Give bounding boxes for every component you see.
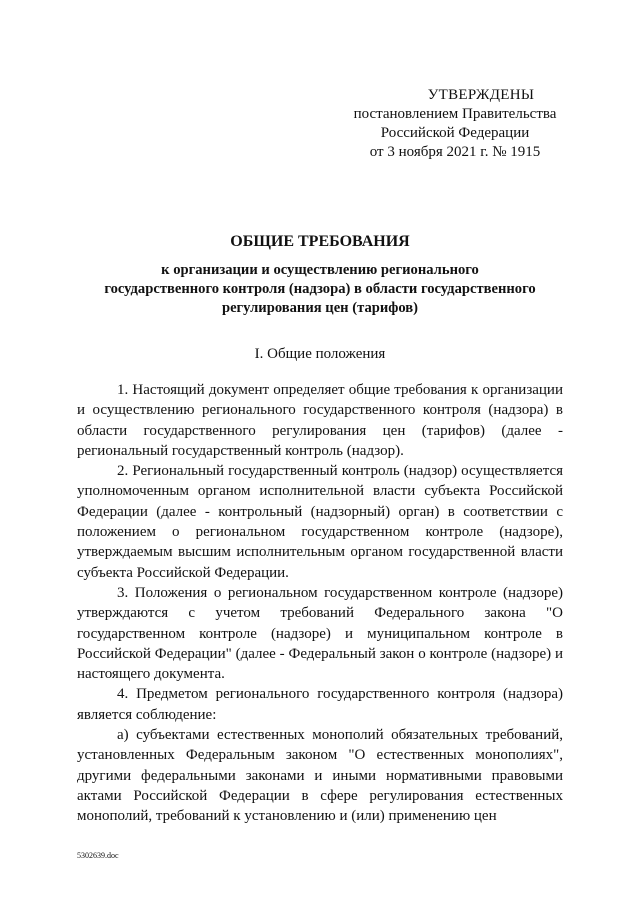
approval-line-2: Российской Федерации [380, 125, 530, 141]
paragraph-4a: а) субъектами естественных монополий обязательных требований, установленных Федеральным законом "О естественных монополиях", другими федеральными законами и иными нормативными правовыми актами Российской Федерации в сфере регулирования естественных монополий, требований к установлению и (или) применению цен [77, 727, 563, 825]
body-text [77, 380, 563, 827]
approval-line-3: от 3 ноября 2021 г. № 1915 [369, 144, 541, 160]
document-subtitle-line-3: регулирования цен (тарифов) [221, 300, 419, 316]
document-title: ОБЩИЕ ТРЕБОВАНИЯ [230, 233, 410, 250]
approval-stamp-block [335, 86, 575, 162]
footer-doc-code: 5302639.doc [77, 851, 119, 860]
document-subtitle-line-2: государственного контроля (надзора) в области государственного [104, 281, 536, 297]
document-subtitle-line-1: к организации и осуществлению регионального [161, 262, 479, 278]
paragraph-1: 1. Настоящий документ определяет общие требования к организации и осуществлению регионального государственного контроля (надзора) в области государственного регулирования цен (тарифов) (далее - региональный государственный контроль (надзор). [77, 382, 563, 459]
document-title-block [60, 232, 580, 318]
section-heading: I. Общие положения [254, 346, 386, 362]
paragraph-2: 2. Региональный государственный контроль (надзор) осуществляется уполномоченным органом исполнительной власти субъекта Российской Федерации (далее - контрольный (надзорный) орган) в соответствии с положением о региональном государственном контроле (надзоре), утверждаемым высшим исполнительным органом государственной власти субъекта Российской Федерации. [77, 463, 563, 581]
paragraph-4: 4. Предметом регионального государственного контроля (надзора) является соблюдение: [77, 686, 563, 723]
approval-line-1: постановлением Правительства [353, 106, 557, 122]
approval-word: УТВЕРЖДЕНЫ [427, 87, 535, 103]
paragraph-3: 3. Положения о региональном государственном контроле (надзоре) утверждаются с учетом требований Федерального закона "О государственном контроле (надзоре) и муниципальном контроле в Российской Федерации" (далее - Федеральный закон о контроле (надзоре) и настоящего документа. [77, 584, 563, 683]
